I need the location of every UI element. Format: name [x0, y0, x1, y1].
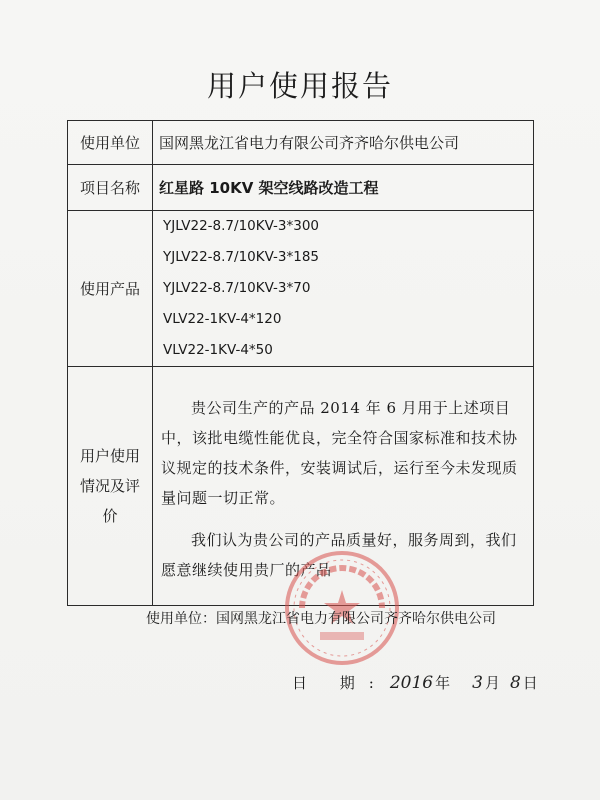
date-year-char: 年	[435, 674, 451, 692]
products-label: 使用产品	[68, 211, 153, 367]
unit-value: 国网黑龙江省电力有限公司齐齐哈尔供电公司	[153, 121, 534, 165]
date-day: 8	[509, 673, 521, 693]
date-year: 2016	[389, 673, 434, 693]
report-table	[67, 120, 534, 606]
project-label: 项目名称	[68, 165, 153, 211]
unit-row	[68, 121, 534, 165]
footer-date	[292, 672, 538, 693]
date-label: 日 期:	[292, 674, 388, 692]
product-list	[159, 211, 533, 366]
document-title: 用户使用报告	[206, 69, 393, 103]
products-row	[68, 211, 534, 367]
date-month-char: 月	[484, 674, 500, 692]
product-item: VLV22-1KV-4*50	[163, 342, 273, 358]
project-value: 红星路 10KV 架空线路改造工程	[159, 179, 379, 197]
evaluation-paragraph: 我们认为贵公司的产品质量好，服务周到，我们愿意继续使用贵厂的产品	[161, 531, 517, 579]
product-item: YJLV22-8.7/10KV-3*70	[163, 280, 311, 296]
product-item: YJLV22-8.7/10KV-3*300	[163, 218, 320, 234]
unit-label: 使用单位	[68, 121, 153, 165]
project-value-cell	[153, 165, 534, 211]
product-item: YJLV22-8.7/10KV-3*185	[163, 249, 320, 265]
project-row	[68, 165, 534, 211]
date-month: 3	[472, 673, 483, 693]
product-item: VLV22-1KV-4*120	[163, 311, 282, 327]
evaluation-paragraph: 贵公司生产的产品 2014 年 6 月用于上述项目中，该批电缆性能优良，完全符合国家标准和技术协议规定的技术条件，安装调试后，运行至今未发现质量问题一切正常。	[161, 399, 518, 507]
evaluation-label: 用户使用情况及评价	[79, 447, 140, 525]
evaluation-label-cell	[68, 367, 153, 606]
date-day-char: 日	[522, 674, 538, 692]
products-cell	[153, 211, 534, 367]
footer-unit: 使用单位：国网黑龙江省电力有限公司齐齐哈尔供电公司	[146, 611, 496, 627]
